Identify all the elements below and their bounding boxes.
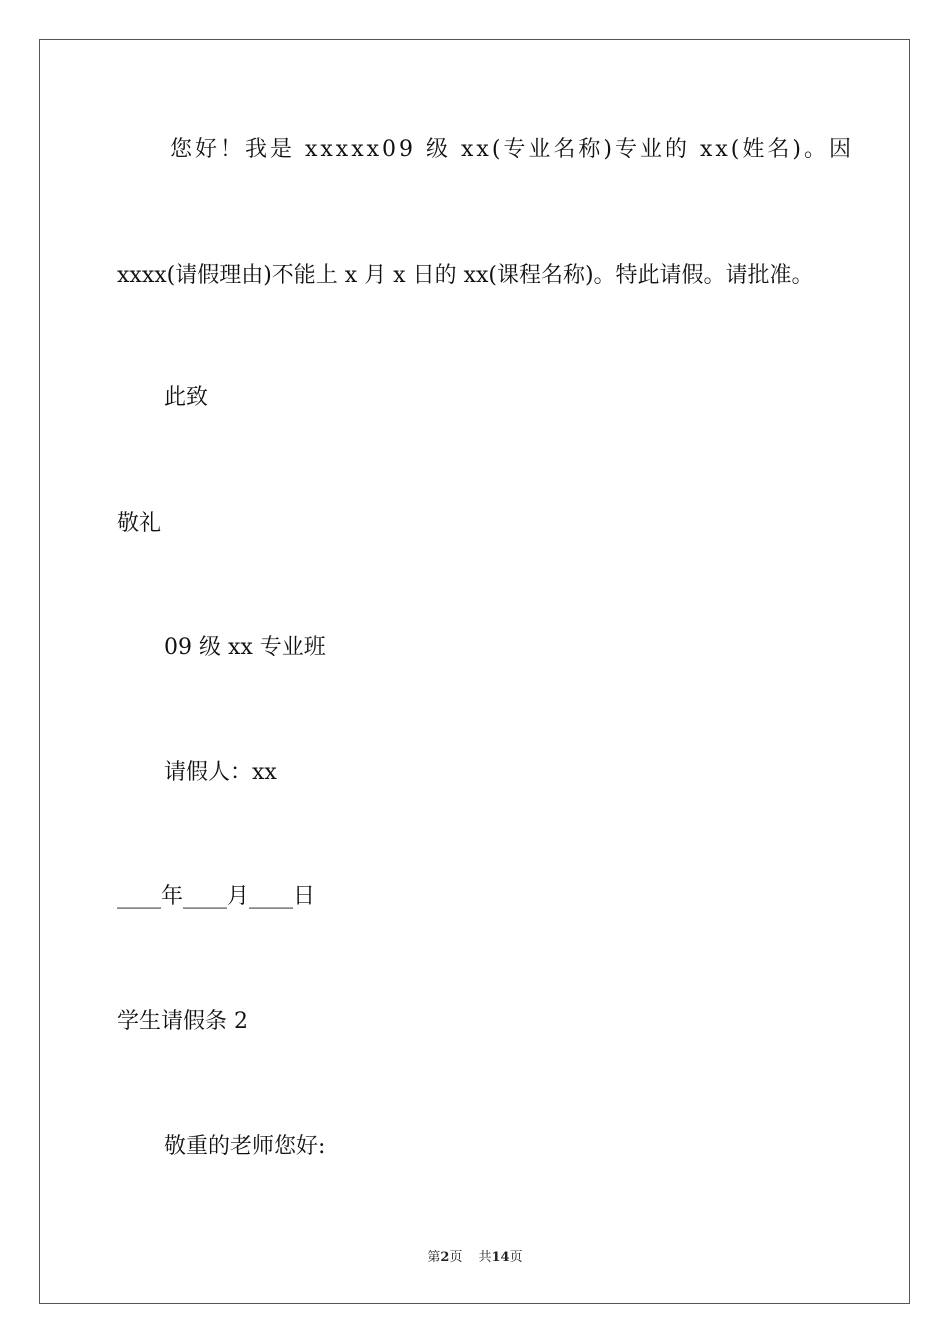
closing-salutation: 此致 — [164, 385, 209, 410]
total-prefix: 共 — [478, 1250, 492, 1265]
closing-regards: 敬礼 — [117, 511, 162, 536]
page-prefix: 第 — [427, 1250, 441, 1265]
greeting-paragraph-line-2: xxxx(请假理由)不能上 x 月 x 日的 xx(课程名称)。特此请假。请批准。 — [117, 263, 814, 288]
greeting-paragraph-line-1: 您好！我是 xxxxx09 级 xx(专业名称)专业的 xx(姓名)。因 — [170, 137, 854, 162]
page-total-number: 14 — [491, 1250, 510, 1265]
page-footer — [0, 1246, 950, 1265]
page-frame — [39, 39, 910, 1304]
date-blank-line: ____年____月____日 — [117, 884, 316, 909]
page-suffix: 页 — [449, 1250, 463, 1265]
page-current-number: 2 — [440, 1250, 450, 1265]
class-signature: 09 级 xx 专业班 — [164, 635, 326, 660]
total-suffix: 页 — [509, 1250, 523, 1265]
applicant-signature: 请假人：xx — [164, 760, 277, 785]
section-title: 学生请假条 2 — [117, 1009, 248, 1034]
salutation-line: 敬重的老师您好: — [164, 1134, 326, 1159]
